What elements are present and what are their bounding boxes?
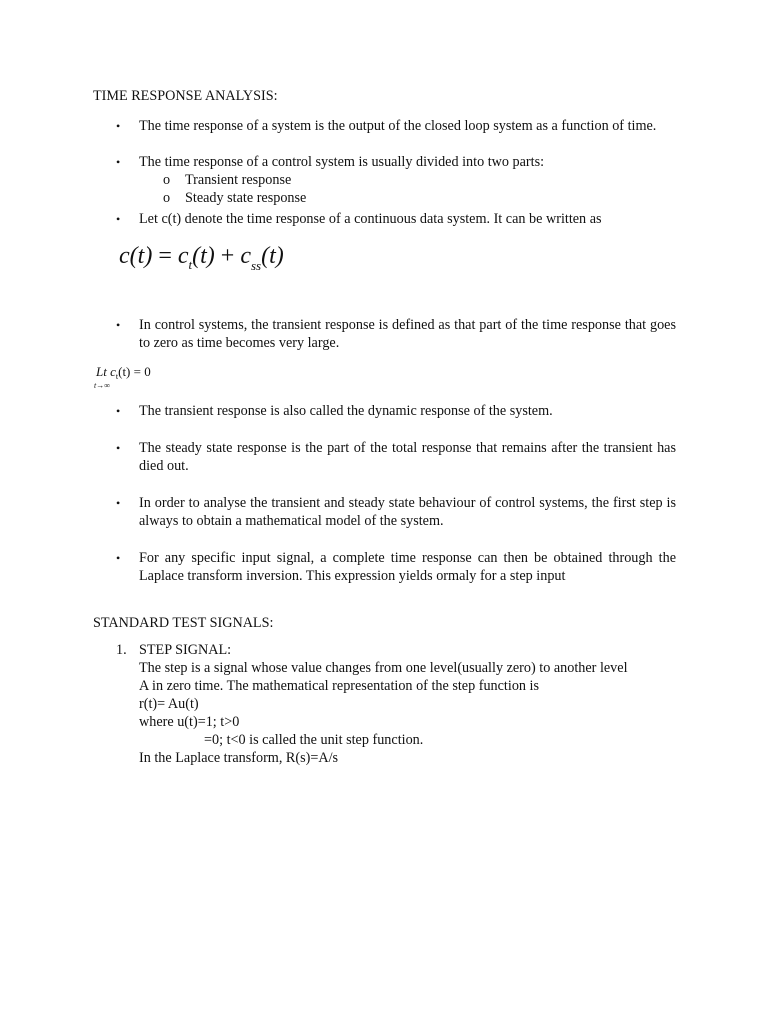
sub-bullet-marker: o [163,190,171,206]
section-heading-standard-test-signals: STANDARD TEST SIGNALS: [93,615,274,631]
step-signal-line-6: In the Laplace transform, R(s)=A/s [139,750,339,766]
step-signal-line-1: The step is a signal whose value changes from one level(usually zero) to another level [139,660,628,676]
sub-bullet-marker: o [163,172,171,188]
bullet-item-2: The time response of a control system is usually divided into two parts: [139,154,545,170]
section-heading-time-response: TIME RESPONSE ANALYSIS: [93,88,278,104]
bullet-marker: • [116,212,121,226]
step-signal-line-5: =0; t<0 is called the unit step function. [204,732,424,748]
bullet-item-1: The time response of a system is the output of the closed loop system as a function of time. [139,118,657,134]
bullet-item-3: Let c(t) denote the time response of a continuous data system. It can be written as [139,211,602,227]
bullet-marker: • [116,441,121,455]
bullet-item-4: In control systems, the transient response is defined as that part of the time response that goes to zero as time becomes very large. [139,317,676,351]
bullet-marker: • [116,496,121,510]
step-signal-line-3: r(t)= Au(t) [139,696,199,712]
bullet-marker: • [116,119,121,133]
step-signal-line-2: A in zero time. The mathematical representation of the step function is [139,678,540,694]
sub-bullet-transient: Transient response [185,172,292,188]
bullet-marker: • [116,155,121,169]
step-signal-title: STEP SIGNAL: [139,642,232,658]
bullet-item-8: For any specific input signal, a complete time response can then be obtained through the Laplace transform inversion. This expression yields ormaly for a step input [139,550,676,584]
step-signal-line-4: where u(t)=1; t>0 [139,714,240,730]
bullet-marker: • [116,318,121,332]
equation-time-response: $c(t) = c_t(t) + c_{ss}(t)$ [119,243,284,273]
sub-bullet-steady-state: Steady state response [185,190,307,206]
bullet-item-6: The steady state response is the part of the total response that remains after the transient has died out. [139,440,676,474]
bullet-marker: • [116,551,121,565]
bullet-item-7: In order to analyse the transient and steady state behaviour of control systems, the first step is always to obtain a mathematical model of the system. [139,495,676,529]
list-number: 1. [116,642,127,658]
equation-limit: Lt t→∞ $c_t(t) = 0$ [94,364,151,390]
bullet-item-5: The transient response is also called the dynamic response of the system. [139,403,553,419]
bullet-marker: • [116,404,121,418]
